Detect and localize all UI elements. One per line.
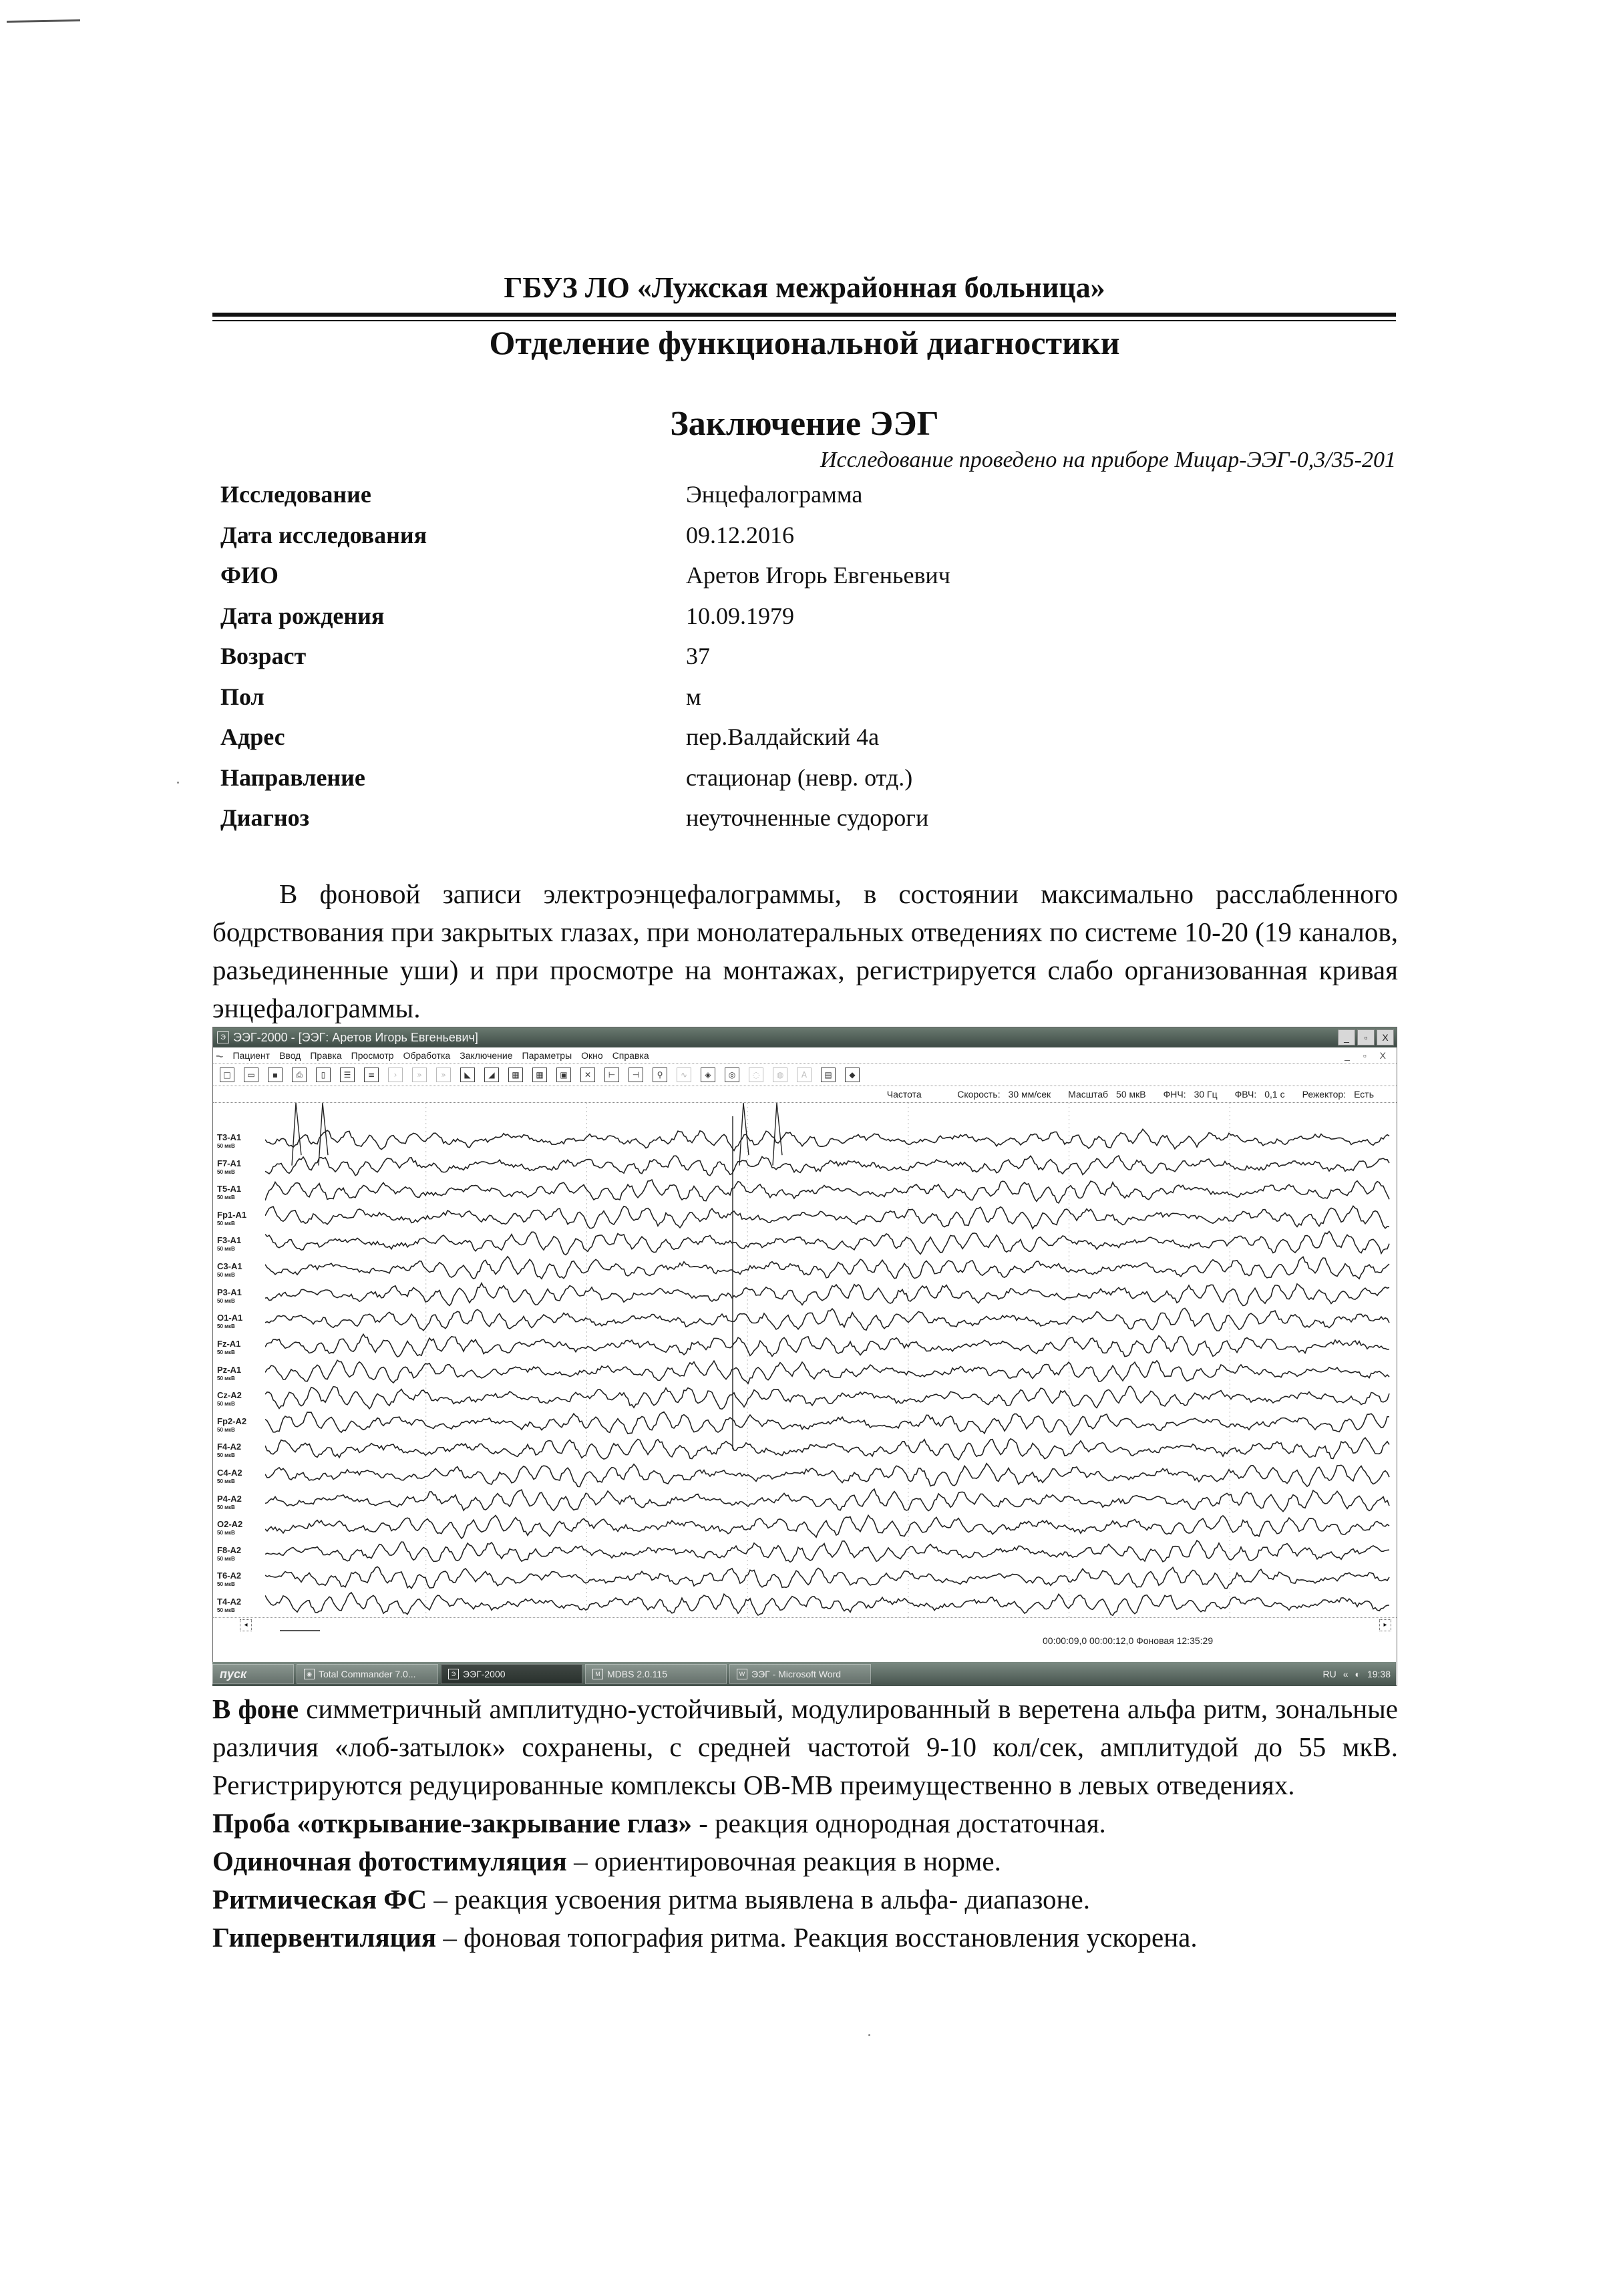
eeg-statusbar	[213, 1633, 1397, 1650]
channel-scale: 50 мкВ	[217, 1607, 235, 1613]
taskbar-item[interactable]	[441, 1664, 582, 1684]
intro-paragraph: В фоновой записи электроэнцефалограммы, в состоянии максимально расслабленного бодрствования при закрытых глазах, при монолатеральных отведениях по системе 10-20 (19 каналов, разьединенные уши) и при просмотре на монтажах, регистрируется слабо организованная кривая энцефалограммы.	[212, 878, 1398, 1023]
channel-scale: 50 мкВ	[217, 1246, 235, 1253]
info-value: Энцефалограмма	[686, 481, 863, 508]
scroll-right-icon[interactable]: ▸	[1379, 1619, 1391, 1631]
channel-name: F8-A2	[217, 1544, 242, 1555]
channel-name: F4-A2	[217, 1442, 242, 1452]
channel-name: Fp1-A1	[217, 1209, 247, 1220]
taskbar-item[interactable]	[585, 1664, 727, 1684]
info-label: Направление	[220, 764, 365, 791]
system-tray	[1322, 1669, 1391, 1679]
channel-name: F3-A1	[217, 1235, 242, 1246]
amplitude-down-icon[interactable]: ◣	[460, 1068, 475, 1082]
header-rule	[212, 313, 1396, 317]
conclusion-section	[212, 1690, 1398, 1957]
info-row-address	[220, 717, 1155, 758]
channel-label	[217, 1546, 241, 1563]
filter-icon[interactable]: ✕	[580, 1068, 595, 1082]
channel-name: T4-A2	[217, 1597, 242, 1607]
channel-label	[217, 1520, 242, 1537]
channel-scale: 50 мкВ	[217, 1401, 235, 1408]
channel-label	[217, 1339, 240, 1357]
info-row-name	[220, 555, 1155, 596]
channel-name: Cz-A2	[217, 1390, 242, 1401]
info-label: Пол	[220, 683, 264, 710]
taskbar-item[interactable]	[729, 1664, 871, 1684]
channel-name: P3-A1	[217, 1287, 242, 1297]
channel-label	[217, 1391, 242, 1408]
info-label: Адрес	[220, 723, 285, 751]
print-icon[interactable]: ⎙	[292, 1068, 307, 1082]
taskbar-item-label: ЭЭГ-2000	[463, 1669, 506, 1679]
conclusion-heading: Гипервентиляция	[212, 1922, 437, 1953]
menu-view[interactable]: Просмотр	[351, 1050, 394, 1061]
mdi-controls[interactable]: _ ▫ X	[1345, 1050, 1391, 1061]
info-value: неуточненные судороги	[686, 804, 929, 832]
info-row-study-date	[220, 515, 1155, 556]
info-value: 37	[686, 643, 710, 670]
menu-window[interactable]: Окно	[581, 1050, 603, 1061]
channel-name: T5-A1	[217, 1184, 242, 1194]
info-value: 10.09.1979	[686, 602, 794, 629]
book-icon[interactable]: ◆	[845, 1068, 860, 1082]
marker-left-icon[interactable]: ⊢	[604, 1068, 619, 1082]
taskbar-item-label: Total Commander 7.0...	[319, 1669, 416, 1679]
info-row-age	[220, 636, 1155, 677]
eeg-trace-t4-a2	[265, 1593, 1389, 1615]
conclusion-text: – реакция усвоения ритма выявлена в альфа- диапазоне.	[427, 1884, 1090, 1915]
conclusion-single-photostim	[212, 1842, 1398, 1880]
app-icon: Э	[217, 1031, 229, 1043]
speed-value[interactable]: 30 мм/сек	[1008, 1089, 1051, 1100]
channel-scale: 50 мкВ	[217, 1143, 235, 1149]
eeg-trace-area	[213, 1103, 1397, 1617]
channel-scale: 50 мкВ	[217, 1194, 235, 1201]
channel-scale: 50 мкВ	[217, 1323, 235, 1330]
info-row-study	[220, 474, 1155, 515]
menu-patient[interactable]: Пациент	[232, 1050, 271, 1061]
patient-info-table	[220, 474, 1155, 838]
hpf-value[interactable]: 0,1 с	[1264, 1089, 1285, 1100]
conclusion-text: – фоновая топография ритма. Реакция восстановления ускорена.	[436, 1922, 1198, 1953]
clock: 19:38	[1367, 1669, 1391, 1679]
report-icon[interactable]: ▤	[821, 1068, 836, 1082]
scroll-left-icon[interactable]: ◂	[240, 1619, 252, 1631]
text-icon[interactable]: A	[797, 1068, 812, 1082]
fast-forward-icon[interactable]: »	[412, 1068, 427, 1082]
marker-right-icon[interactable]: ⊣	[629, 1068, 643, 1082]
channel-scale: 50 мкВ	[217, 1555, 235, 1562]
channel-label	[217, 1184, 241, 1202]
eeg-trace-f4-a2	[265, 1438, 1389, 1460]
channel-name: P4-A2	[217, 1493, 242, 1504]
info-value: пер.Валдайский 4а	[686, 723, 880, 751]
channel-label	[217, 1210, 246, 1228]
channel-label	[217, 1133, 241, 1150]
channel-label	[217, 1262, 242, 1279]
conclusion-heading: Ритмическая ФС	[212, 1884, 427, 1915]
eeg-trace-f8-a2	[265, 1540, 1389, 1562]
channel-scale: 50 мкВ	[217, 1478, 235, 1484]
organization-name: ГБУЗ ЛО «Лужская межрайонная больница»	[504, 271, 1105, 304]
word-icon: W	[737, 1669, 747, 1679]
eeg-trace-pz-a1	[265, 1360, 1389, 1383]
layout-split-icon[interactable]: ☰	[340, 1068, 355, 1082]
info-value: м	[686, 683, 701, 710]
eeg-trace-t3-a1	[265, 1129, 1389, 1150]
tray-expand-icon[interactable]: «	[1343, 1669, 1349, 1679]
app-icon: Э	[448, 1669, 459, 1679]
conclusion-rhythmic-photostim	[212, 1880, 1398, 1919]
eeg-window-title: ЭЭГ-2000 - [ЭЭГ: Аретов Игорь Евгеньевич]	[233, 1030, 478, 1044]
conclusion-hyperventilation	[212, 1919, 1398, 1957]
channel-label	[217, 1288, 242, 1305]
artifact-trace	[292, 1103, 301, 1166]
eeg-trace-f3-a1	[265, 1231, 1389, 1255]
channel-name: T6-A2	[217, 1571, 242, 1581]
channel-scale: 50 мкВ	[217, 1426, 235, 1433]
taskbar-item-label: MDBS 2.0.115	[607, 1669, 668, 1679]
channel-label	[217, 1442, 241, 1460]
spectrum-icon[interactable]: ∿	[677, 1068, 691, 1082]
new-icon[interactable]: □	[220, 1068, 234, 1082]
hpf-label: ФВЧ:	[1234, 1089, 1257, 1100]
scan-artifact	[177, 782, 179, 784]
eeg-trace-p4-a2	[265, 1489, 1389, 1512]
eeg-trace-cz-a2	[265, 1386, 1389, 1409]
conclusion-eyes-test	[212, 1804, 1398, 1842]
speaker-icon[interactable]: ◐	[1355, 1669, 1361, 1679]
eeg-traces	[265, 1103, 1391, 1617]
scale-label: Масштаб	[1068, 1089, 1109, 1100]
map-icon[interactable]: ◍	[773, 1068, 787, 1082]
scan-artifact	[7, 19, 80, 23]
taskbar-item-label: ЭЭГ - Microsoft Word	[751, 1669, 842, 1679]
department-name: Отделение функциональной диагностики	[489, 324, 1120, 361]
channel-scale: 50 мкВ	[217, 1297, 235, 1304]
frequency-label: Частота	[886, 1089, 922, 1100]
eeg-toolbar	[213, 1064, 1397, 1086]
frequency-field[interactable]	[930, 1089, 940, 1100]
channel-label	[217, 1494, 242, 1512]
analysis-icon[interactable]: ◌	[749, 1068, 763, 1082]
app-icon: M	[592, 1669, 603, 1679]
channel-scale: 50 мкВ	[217, 1375, 235, 1381]
grid-icon[interactable]: ▦	[508, 1068, 523, 1082]
channel-name: F7-A1	[217, 1158, 242, 1168]
channel-name: C3-A1	[217, 1261, 242, 1272]
eeg-trace-fz-a1	[265, 1334, 1389, 1357]
menu-input[interactable]: Ввод	[279, 1050, 301, 1061]
eeg-trace-t5-a1	[265, 1180, 1389, 1203]
open-icon[interactable]: ▭	[244, 1068, 258, 1082]
channel-label	[217, 1417, 246, 1434]
taskbar-item[interactable]	[297, 1664, 438, 1684]
eeg-params-bar	[213, 1086, 1397, 1103]
info-row-diagnosis	[220, 798, 1155, 838]
channel-label	[217, 1313, 242, 1331]
eeg-trace-o1-a1	[265, 1308, 1389, 1331]
conclusion-heading: В фоне	[212, 1693, 299, 1724]
eeg-titlebar	[213, 1027, 1397, 1047]
app-icon: ◉	[304, 1669, 315, 1679]
document-title: Заключение ЭЭГ	[670, 405, 939, 443]
info-label: ФИО	[220, 562, 279, 589]
minimize-button[interactable]: _	[1338, 1029, 1355, 1045]
channel-label	[217, 1236, 241, 1253]
channel-name: O2-A2	[217, 1519, 243, 1530]
eeg-menubar	[213, 1047, 1397, 1064]
channel-name: Fz-A1	[217, 1338, 241, 1349]
artifact-trace	[773, 1103, 782, 1166]
menu-edit[interactable]: Правка	[310, 1050, 342, 1061]
channel-labels	[213, 1103, 261, 1617]
info-row-sex	[220, 677, 1155, 717]
start-button[interactable]: пуск	[212, 1664, 294, 1684]
channel-scale: 50 мкВ	[217, 1168, 235, 1175]
channel-name: C4-A2	[217, 1467, 242, 1478]
window-controls	[1338, 1029, 1394, 1045]
eeg-trace-p3-a1	[265, 1283, 1389, 1306]
close-button[interactable]: X	[1377, 1029, 1394, 1045]
time-status: 00:00:09,0 00:00:12,0 Фоновая 12:35:29	[1043, 1635, 1214, 1646]
play-icon[interactable]: ›	[388, 1068, 403, 1082]
info-label: Дата исследования	[220, 521, 427, 548]
scan-artifact	[868, 2034, 870, 2036]
channel-scale: 50 мкВ	[217, 1452, 235, 1459]
info-value: 09.12.2016	[686, 521, 794, 548]
channel-scale: 50 мкВ	[217, 1504, 235, 1510]
conclusion-heading: Проба «открывание-закрывание глаз»	[212, 1808, 692, 1838]
doc-icon: ⏦	[216, 1049, 224, 1061]
channel-scale: 50 мкВ	[217, 1220, 235, 1226]
step-icon[interactable]: »	[436, 1068, 451, 1082]
channel-label	[217, 1571, 241, 1589]
restore-button[interactable]: ▫	[1357, 1029, 1375, 1045]
channel-name: O1-A1	[217, 1313, 243, 1323]
info-value: Аретов Игорь Евгеньевич	[686, 562, 950, 589]
channel-scale: 50 мкВ	[217, 1272, 235, 1279]
eeg-trace-t6-a2	[265, 1567, 1389, 1589]
eeg-trace-c3-a1	[265, 1257, 1389, 1279]
speed-label: Скорость:	[957, 1089, 1001, 1100]
info-label: Возраст	[220, 643, 307, 670]
layout-stack-icon[interactable]: ≡	[364, 1068, 379, 1082]
eeg-trace-c4-a2	[265, 1464, 1389, 1487]
paint-icon[interactable]: ◈	[701, 1068, 715, 1082]
save-icon[interactable]: ▪	[268, 1068, 283, 1082]
channel-label	[217, 1159, 241, 1176]
channel-label	[217, 1365, 241, 1383]
taskbar	[212, 1662, 1396, 1686]
grid-alt-icon[interactable]: ▦	[532, 1068, 547, 1082]
conclusion-text: - реакция однородная достаточная.	[691, 1808, 1106, 1838]
channel-name: Fp2-A2	[217, 1416, 247, 1426]
conclusion-background	[212, 1690, 1398, 1804]
notch-label: Режектор:	[1302, 1089, 1347, 1100]
montage-icon[interactable]: ▣	[556, 1068, 571, 1082]
channel-name: T3-A1	[217, 1132, 242, 1142]
horizontal-scrollbar[interactable]	[213, 1617, 1397, 1633]
channel-name: Pz-A1	[217, 1364, 242, 1375]
channel-scale: 50 мкВ	[217, 1349, 235, 1355]
eeg-screenshot-window	[212, 1027, 1397, 1686]
conclusion-text: симметричный амплитудно-устойчивый, модулированный в веретена альфа ритм, зональные различия «лоб-затылок» сохранены, с средней частотой 9-10 кол/сек, амплитудой до 55 мкВ. Регистрируются редуцированные комплексы ОВ-МВ преимущественно в левых отведениях.	[212, 1693, 1398, 1800]
channel-label	[217, 1468, 242, 1486]
artifact-trace	[319, 1103, 328, 1166]
zoom-icon[interactable]: ⚲	[653, 1068, 667, 1082]
conclusion-heading: Одиночная фотостимуляция	[212, 1846, 567, 1876]
info-row-referral	[220, 758, 1155, 798]
conclusion-text: – ориентировочная реакция в норме.	[566, 1846, 1001, 1876]
layout-single-icon[interactable]: ▯	[316, 1068, 331, 1082]
info-label: Дата рождения	[220, 602, 385, 629]
info-label: Исследование	[220, 481, 371, 508]
lpf-value[interactable]: 30 Гц	[1194, 1089, 1218, 1100]
device-note: Исследование проведено на приборе Мицар-ЭЭГ-0,3/35-201	[820, 448, 1396, 472]
scale-value[interactable]: 50 мкВ	[1116, 1089, 1146, 1100]
info-value: стационар (невр. отд.)	[686, 764, 913, 791]
scroll-thumb[interactable]	[280, 1627, 320, 1631]
amplitude-up-icon[interactable]: ◢	[484, 1068, 499, 1082]
notch-value[interactable]: Есть	[1354, 1089, 1374, 1100]
eeg-trace-fp2-a2	[265, 1412, 1389, 1436]
channel-scale: 50 мкВ	[217, 1530, 235, 1536]
language-indicator[interactable]: RU	[1322, 1669, 1336, 1679]
menu-conclusion[interactable]: Заключение	[460, 1050, 513, 1061]
eeg-trace-o2-a2	[265, 1515, 1389, 1538]
menu-processing[interactable]: Обработка	[403, 1050, 451, 1061]
lpf-label: ФНЧ:	[1163, 1089, 1186, 1100]
color-icon[interactable]: ◎	[725, 1068, 739, 1082]
menu-parameters[interactable]: Параметры	[522, 1050, 572, 1061]
eeg-trace-f7-a1	[265, 1156, 1389, 1176]
eeg-trace-fp1-a1	[265, 1206, 1389, 1228]
info-label: Диагноз	[220, 804, 310, 832]
channel-scale: 50 мкВ	[217, 1581, 235, 1588]
channel-label	[217, 1597, 241, 1615]
menu-help[interactable]: Справка	[612, 1050, 649, 1061]
info-row-birth-date	[220, 596, 1155, 637]
